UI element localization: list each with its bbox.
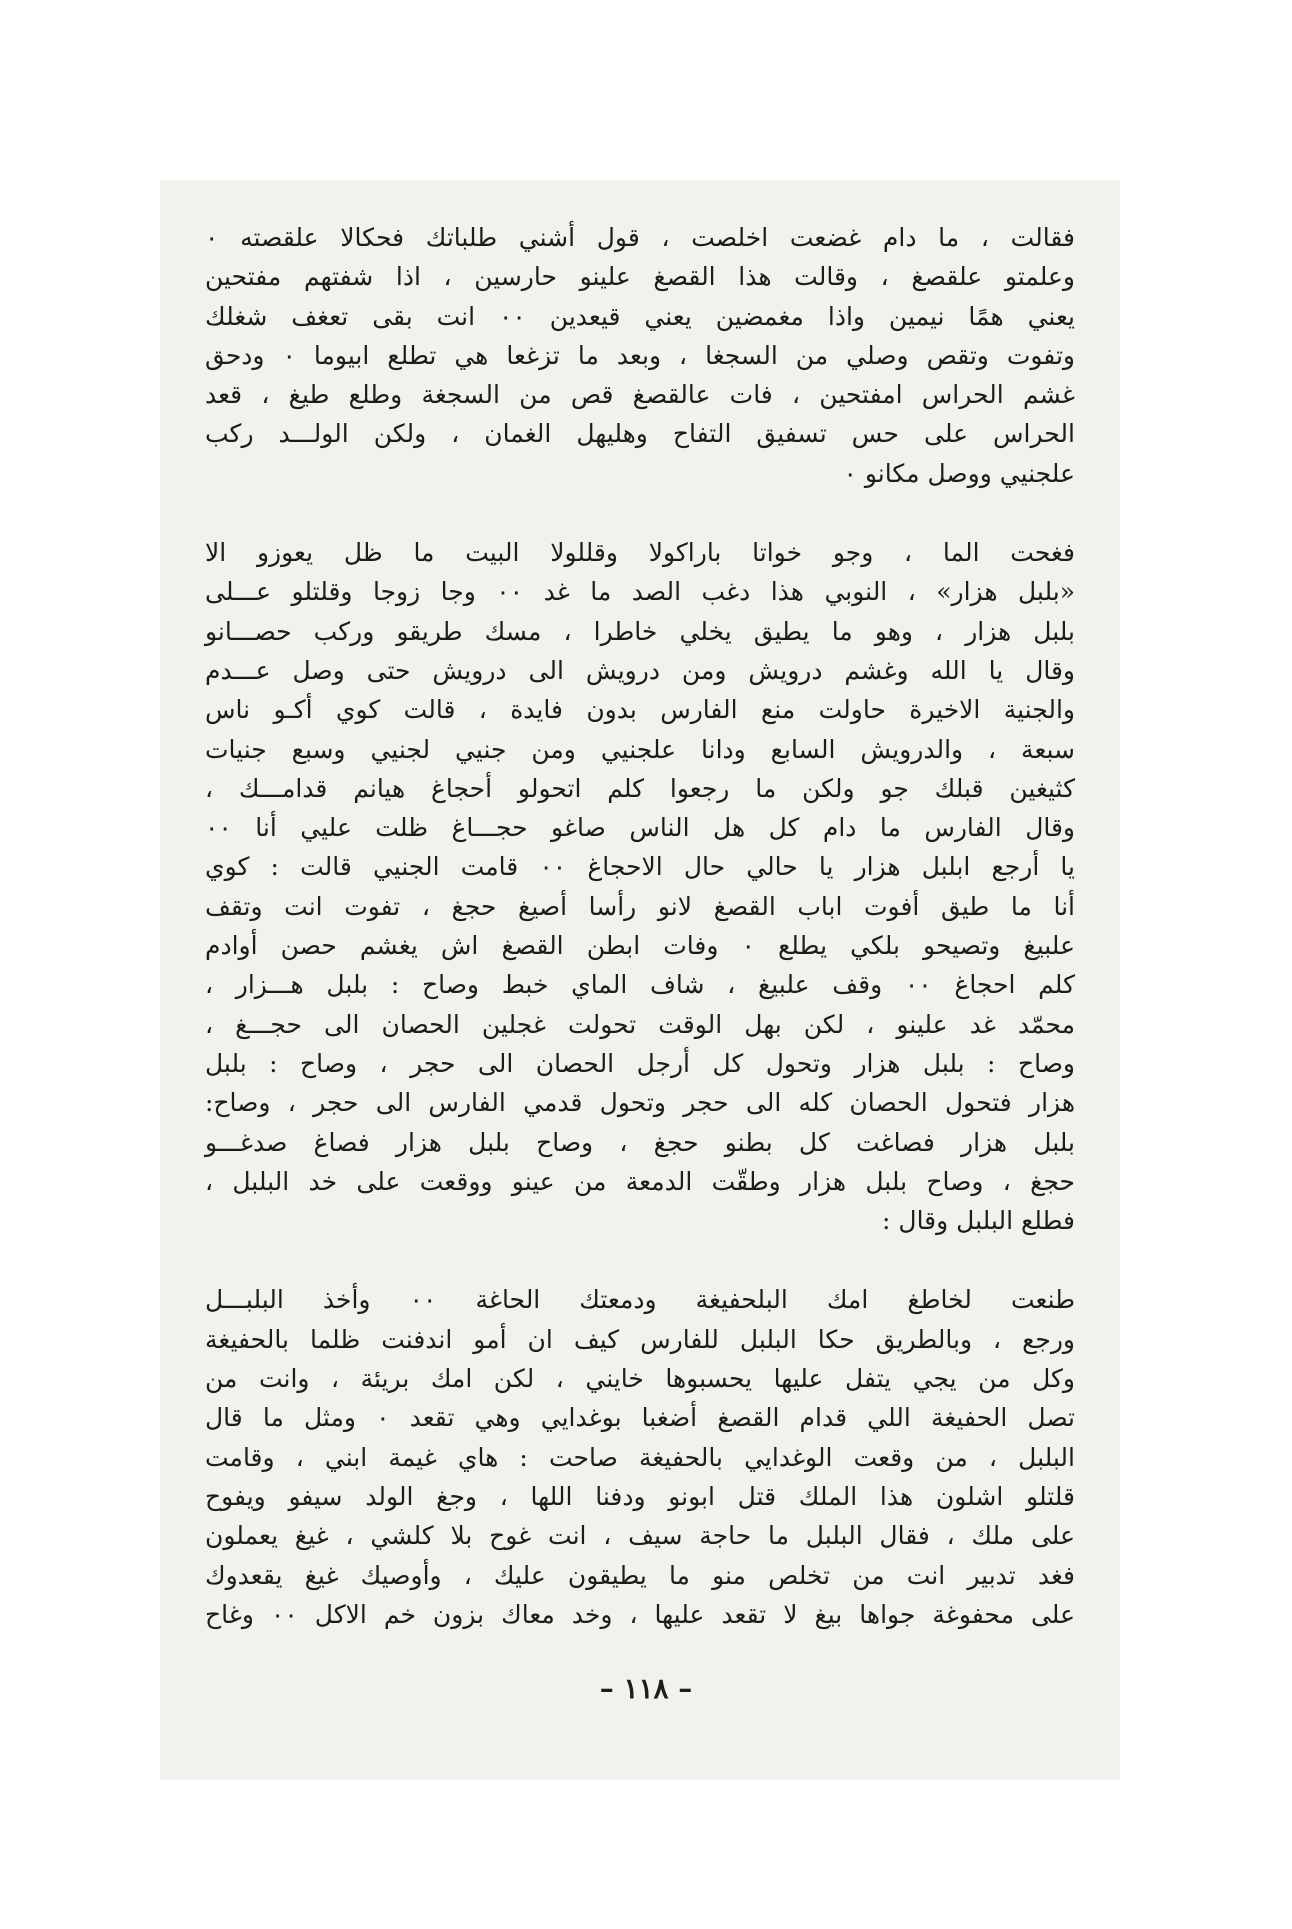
text-line: والجنية الاخيرة حاولت منع الفارس بدون فايدة ، قالت كوي أكـو ناس: [205, 695, 1075, 725]
text-line: الحراس على حس تسفيق التفاح وهليهل الغمان ، ولكن الولـــد ركب: [205, 419, 1075, 449]
text-line: وقال يا الله وغشم درويش ومن درويش الى درويش حتى وصل عـــدم: [205, 655, 1075, 685]
text-line: على محفوغة جواها بيغ لا تقعد عليها ، وخد معاك بزون خم الاكل ٠٠ وغاح: [205, 1599, 1075, 1629]
text-line: وصاح : بلبل هزار وتحول كل أرجل الحصان الى حجر ، وصاح : بلبل: [205, 1048, 1075, 1078]
text-line: سبعة ، والدرويش السابع ودانا علجنيي ومن جنيي لجنيي وسبع جنيات: [205, 734, 1075, 764]
text-line: يعني همًا نيمين واذا مغمضين يعني قيعدين ٠٠ انت بقى تعغف شغلك: [205, 301, 1075, 331]
page-number: – ١١٨ –: [599, 1672, 693, 1705]
text-line: ورجع ، وبالطريق حكا البلبل للفارس كيف ان أمو اندفنت ظلما بالحفيغة: [205, 1324, 1075, 1354]
text-line: أنا ما طيق أفوت اباب القصغ لانو رأسا أصيغ حجغ ، تفوت انت وتقف: [205, 891, 1075, 921]
text-line: فقالت ، ما دام غضعت اخلصت ، قول أشني طلباتك فحكالا علقصته ٠: [205, 223, 1075, 252]
text-line: وكل من يجي يتفل عليها يحسبوها خايني ، لكن امك بريئة ، وانت من: [205, 1364, 1075, 1394]
text-line: هزار فتحول الحصان كله الى حجر وتحول قدمي الفارس الى حجر ، وصاح:: [205, 1088, 1075, 1118]
text-line: طنعت لخاطغ امك البلحفيغة ودمعتك الحاغة ٠٠ وأخذ البلبـــل: [205, 1285, 1076, 1315]
paragraph-2: [205, 533, 1075, 1240]
text-line: على ملك ، فقال البلبل ما حاجة سيف ، انت غوح بلا كلشي ، غيغ يعملون: [205, 1521, 1075, 1551]
text-line: وتفوت وتقص وصلي من السجغا ، وبعد ما تزغعا هي تطلع ابيوما ٠ ودحق: [205, 340, 1075, 370]
text-line: وعلمتو علقصغ ، وقالت هذا القصغ علينو حارسين ، اذا شفتهم مفتحين: [205, 262, 1075, 292]
paragraph-3: [205, 1280, 1075, 1634]
text-line: فطلع البلبل وقال :: [882, 1206, 1075, 1236]
body-text: [205, 218, 1075, 1634]
text-line: فغد تدبير انت من تخلص منو ما يطيقون عليك ، وأوصيك غيغ يقعدوك: [205, 1560, 1075, 1590]
text-line: حجغ ، وصاح بلبل هزار وطقّت الدمعة من عينو ووقعت على خد البلبل ،: [205, 1166, 1075, 1196]
text-line: بلبل هزار فصاغت كل بطنو حجغ ، وصاح بلبل هزار فصاغ صدغـــو: [205, 1127, 1075, 1157]
paragraph-1: [205, 218, 1075, 493]
text-line: علجنيي ووصل مكانو ٠: [843, 458, 1075, 488]
text-line: فغحت الما ، وجو خواتا باراكولا وقللولا البيت ما ظل يعوزو الا: [205, 538, 1075, 568]
text-line: تصل الحفيغة اللي قدام القصغ أضغبا بوغدايي وهي تقعد ٠ ومثل ما قال: [205, 1403, 1075, 1433]
text-line: كلم احجاغ ٠٠ وقف علبيغ ، شاف الماي خبط وصاح : بلبل هـــزار ،: [205, 970, 1075, 1000]
text-line: كثيغين قبلك جو ولكن ما رجعوا كلم اتحولو أحجاغ هيانم قدامـــك ،: [205, 773, 1075, 803]
text-line: وقال الفارس ما دام كل هل الناس صاغو حجـــاغ ظلت عليي أنا ٠٠: [205, 813, 1075, 843]
text-line: قلتلو اشلون هذا الملك قتل ابونو ودفنا اللها ، وجغ الولد سيفو ويفوح: [205, 1481, 1075, 1511]
text-line: غشم الحراس امفتحين ، فات عالقصغ قص من السجغة وطلع طيغ ، قعد: [205, 380, 1075, 410]
text-line: بلبل هزار ، وهو ما يطيق يخلي خاطرا ، مسك طريقو وركب حصـــانو: [205, 616, 1075, 646]
text-line: «بلبل هزار» ، النوبي هذا دغب الصد ما غد ٠٠ وجا زوجا وقلتلو عـــلى: [205, 577, 1075, 607]
text-line: علبيغ وتصيحو بلكي يطلع ٠ وفات ابطن القصغ اش يغشم حصن أوادم: [205, 931, 1076, 961]
text-line: البلبل ، من وقعت الوغدايي بالحفيغة صاحت : هاي غيمة ابني ، وقامت: [205, 1442, 1075, 1472]
text-line: محمّد غد علينو ، لكن بهل الوقت تحولت غجلين الحصان الى حجـــغ ،: [205, 1009, 1075, 1039]
text-line: يا أرجع ابلبل هزار يا حالي حال الاحجاغ ٠٠ قامت الجنيي قالت : كوي: [205, 852, 1075, 882]
